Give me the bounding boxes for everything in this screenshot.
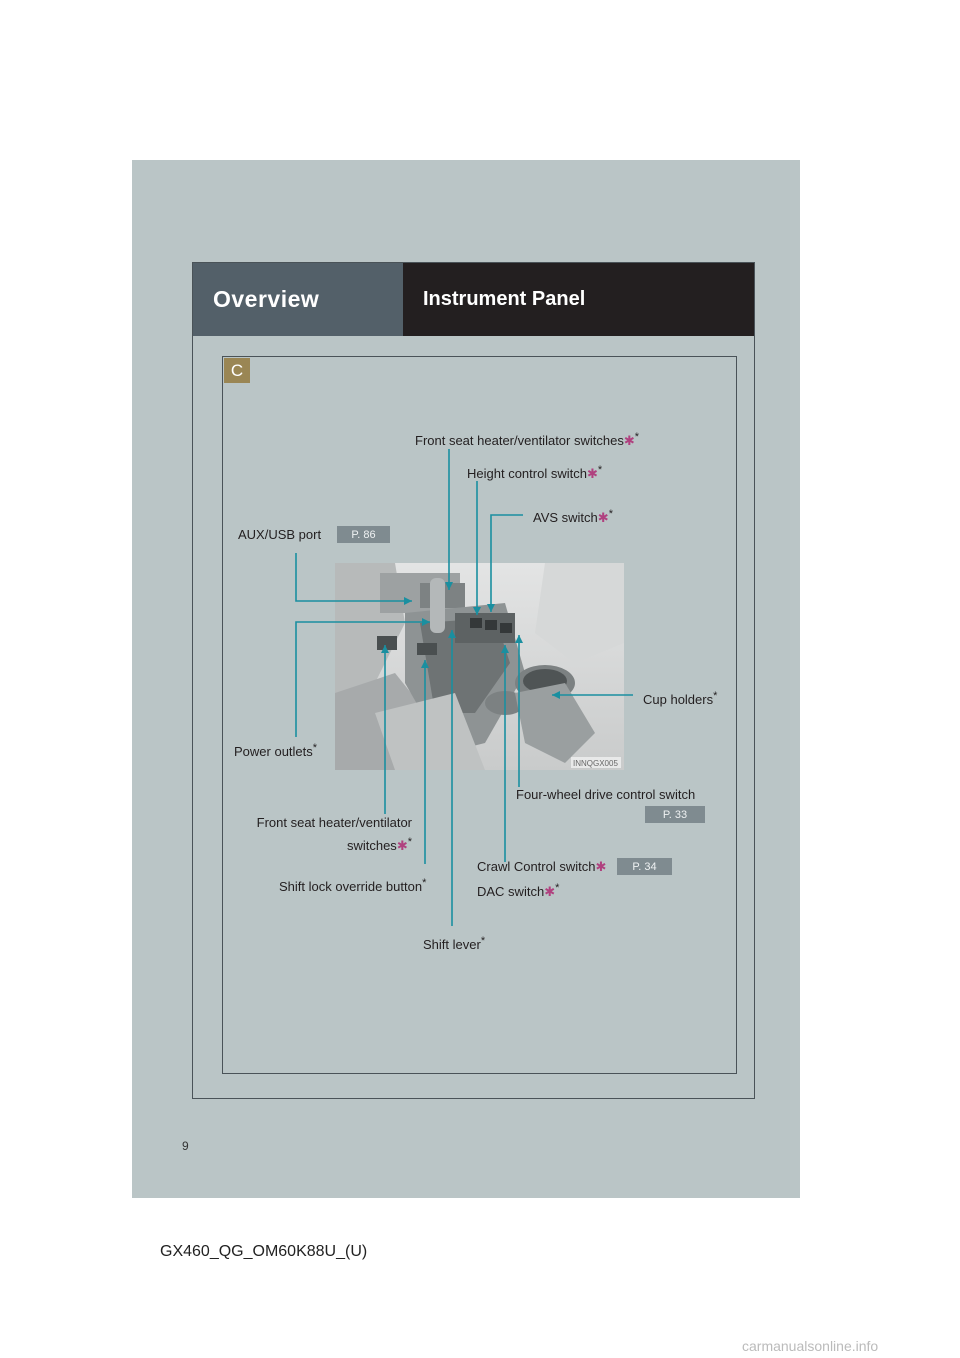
label-four-wheel: Four-wheel drive control switch <box>516 787 696 802</box>
label-avs-switch: AVS switch✱* <box>533 508 613 525</box>
leader-power <box>296 622 430 737</box>
document-code: GX460_QG_OM60K88U_(U) <box>160 1243 368 1260</box>
label-cup-holders: Cup holders* <box>643 690 718 707</box>
watermark: carmanualsonline.info <box>742 1338 879 1354</box>
label-crawl-control: Crawl Control switch✱ <box>477 859 607 874</box>
label-shift-lever: Shift lever* <box>423 935 486 952</box>
leader-aux <box>296 553 412 601</box>
label-height-control: Height control switch✱* <box>467 464 603 481</box>
label-dac-switch: DAC switch✱* <box>477 882 560 899</box>
image-code: INNQGX005 <box>573 759 618 768</box>
section-badge: C <box>224 358 250 383</box>
ref-four-wheel[interactable]: P. 33 <box>645 806 705 823</box>
section-label: Overview <box>213 286 320 312</box>
label-power-outlets: Power outlets* <box>234 742 318 759</box>
ref-aux-usb[interactable]: P. 86 <box>337 526 390 543</box>
label-front-seat-switches-bottom: Front seat heater/ventilator switches✱* <box>256 815 412 853</box>
label-aux-usb: AUX/USB port <box>238 527 322 542</box>
label-front-seat-switches-top: Front seat heater/ventilator switches✱* <box>415 431 640 448</box>
page-number: 9 <box>182 1139 189 1153</box>
leader-avs <box>491 515 523 612</box>
label-shift-lock: Shift lock override button* <box>279 877 427 894</box>
ref-crawl-control[interactable]: P. 34 <box>617 858 672 875</box>
page-title-label: Instrument Panel <box>423 288 586 310</box>
